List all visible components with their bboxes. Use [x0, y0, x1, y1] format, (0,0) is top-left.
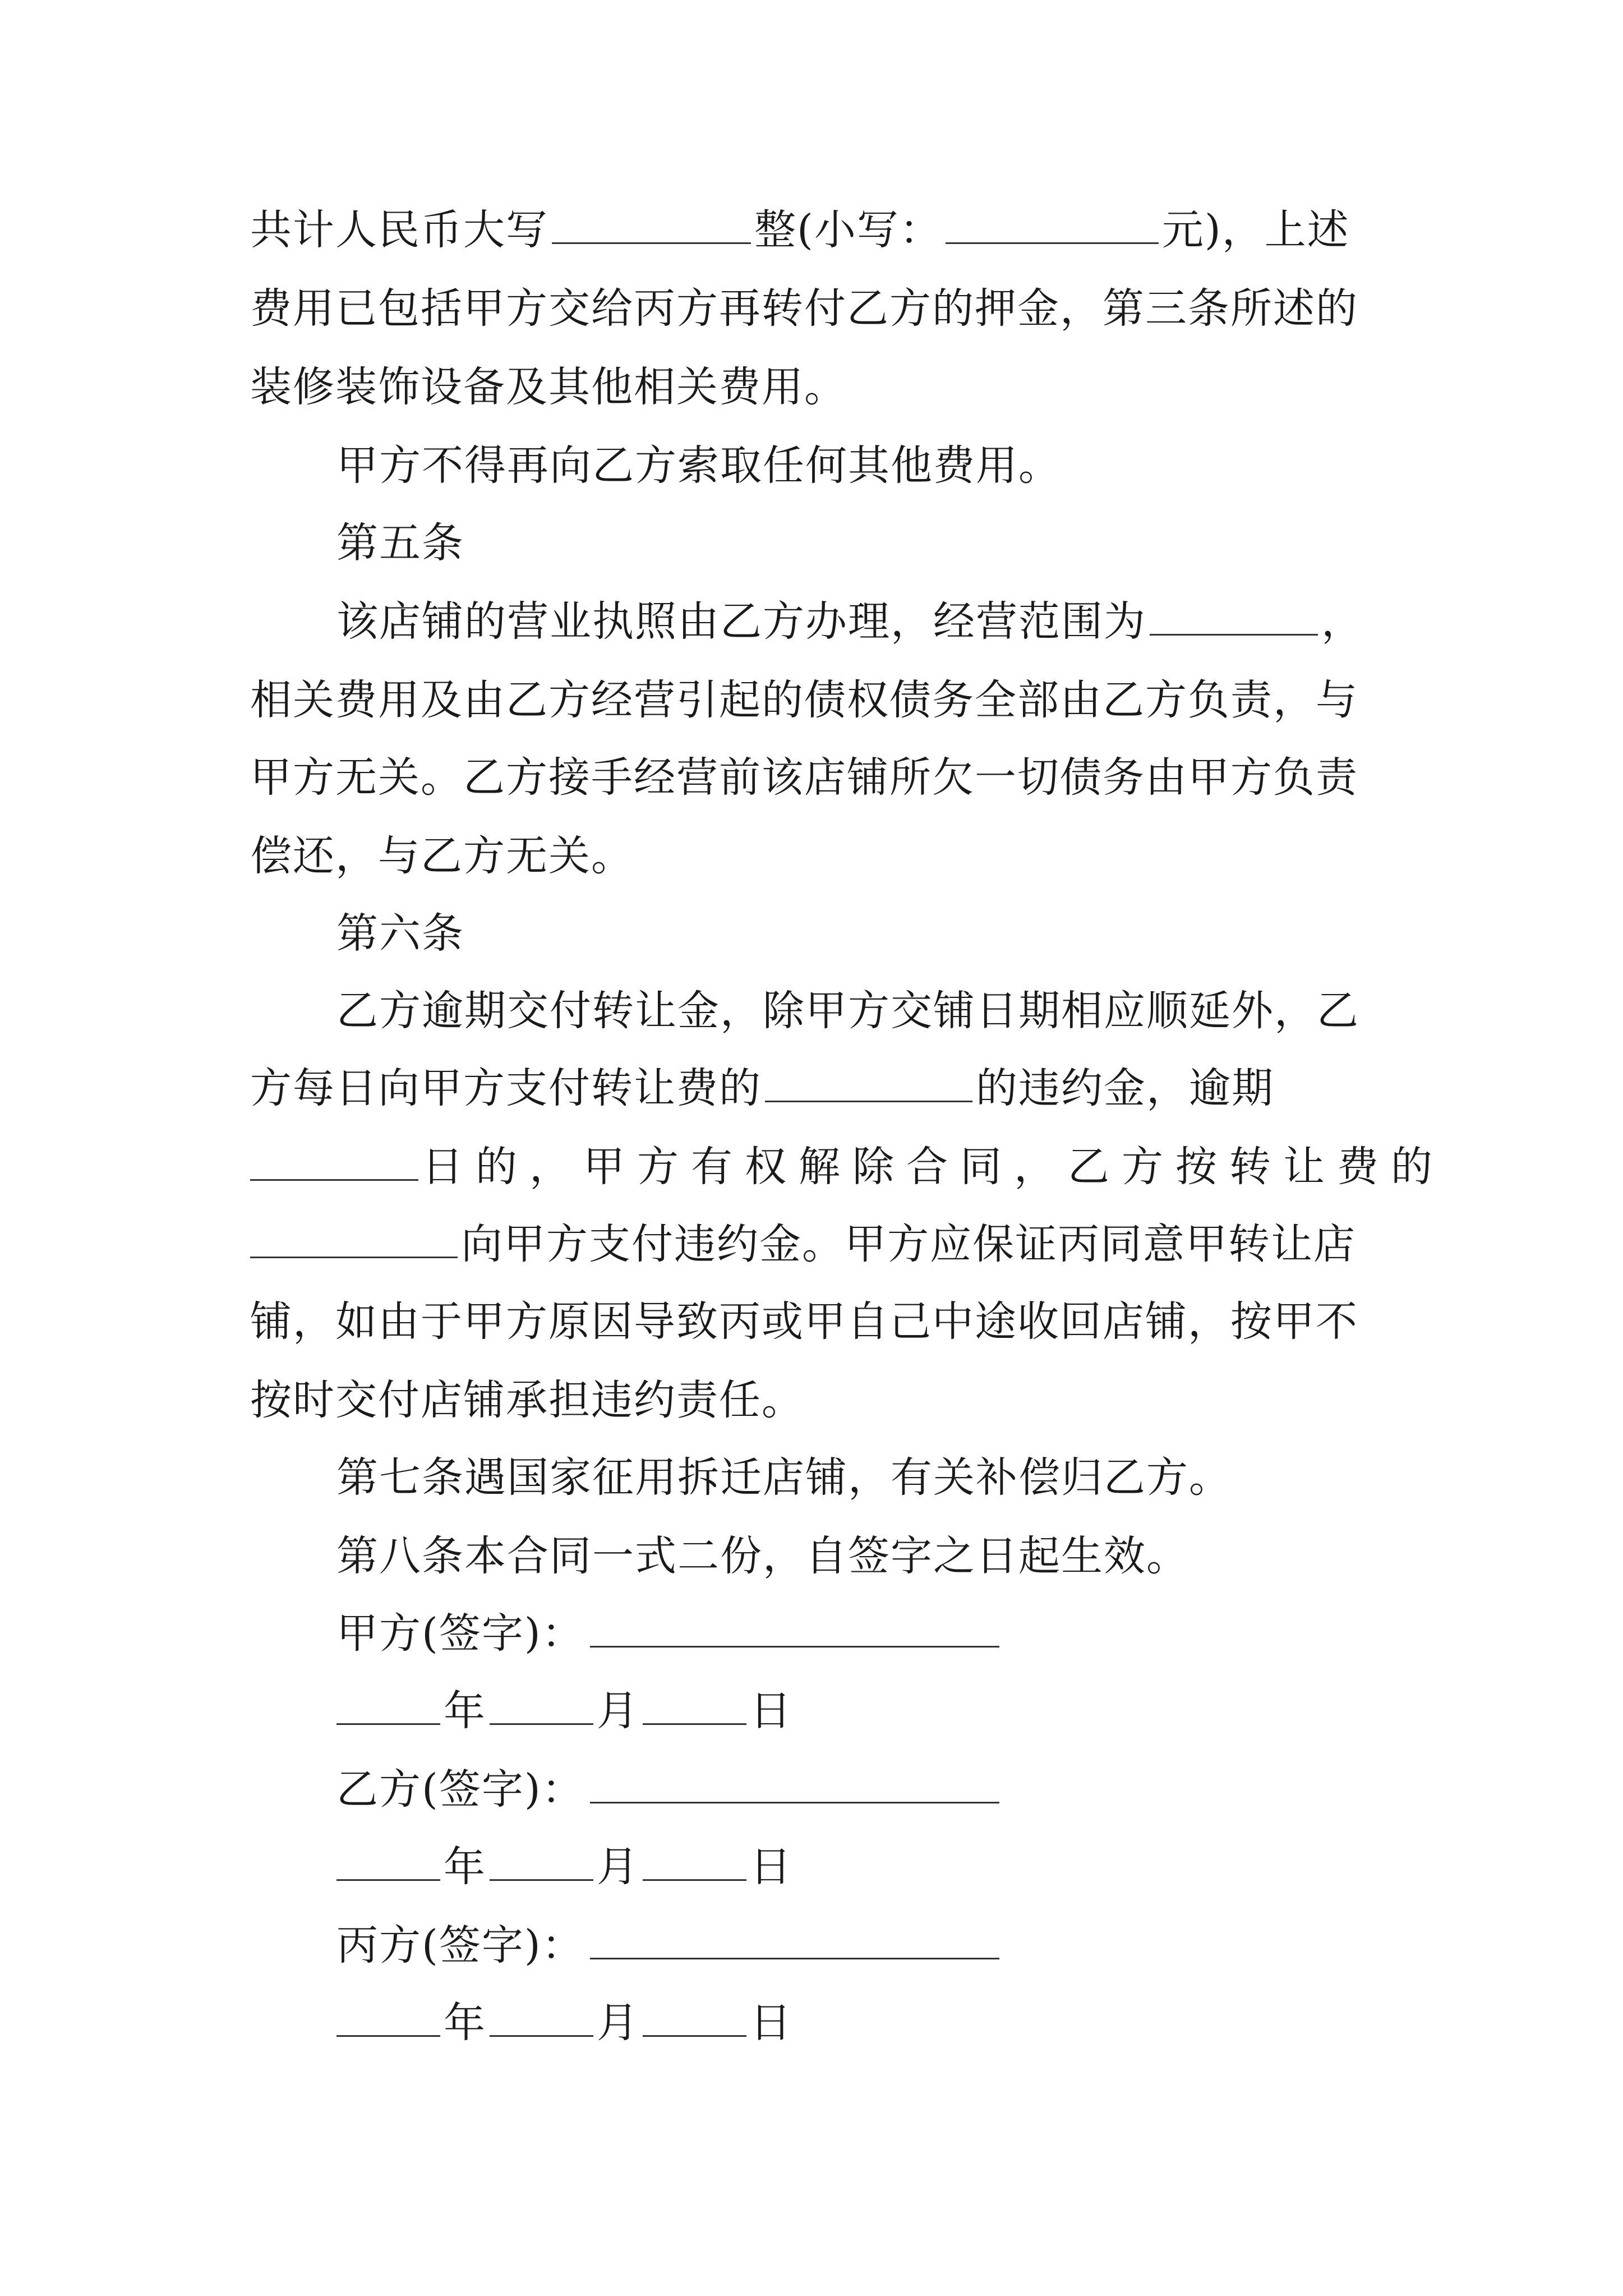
fill-blank [250, 1217, 458, 1258]
text: 整(小写： [754, 206, 942, 254]
day-blank [643, 1840, 746, 1881]
text-line: 偿还，与乙方无关。 [250, 832, 634, 880]
text-line [250, 1060, 1274, 1116]
signature-line [336, 1917, 999, 1973]
year-blank [336, 1840, 440, 1881]
fill-blank [946, 203, 1159, 244]
text-line: 甲方无关。乙方接手经营前该店铺所欠一切债务由甲方负责 [250, 753, 1358, 802]
year-label: 年 [444, 1999, 486, 2047]
section-heading: 第六条 [336, 909, 464, 958]
fill-blank [250, 1140, 418, 1181]
text-line: 乙方逾期交付转让金，除甲方交铺日期相应顺延外，乙 [336, 987, 1359, 1035]
text-line [250, 1139, 1445, 1195]
month-label: 月 [597, 1843, 639, 1891]
year-blank [336, 1996, 440, 2037]
text: 共计人民币大写 [250, 206, 548, 254]
text-line: 相关费用及由乙方经营引起的债权债务全部由乙方负责，与 [250, 676, 1358, 724]
year-label: 年 [444, 1687, 486, 1735]
month-blank [490, 1684, 593, 1725]
text-line: 第七条遇国家征用拆迁店铺，有关补偿归乙方。 [336, 1453, 1232, 1502]
signature-label: 丙方(签字)： [336, 1921, 584, 1970]
text-line [250, 1216, 1356, 1272]
day-label: 日 [750, 1843, 792, 1891]
signature-line [336, 1605, 999, 1662]
text: ， [1321, 597, 1364, 646]
text-line: 装修装饰设备及其他相关费用。 [250, 363, 847, 411]
text: 元)，上述 [1161, 206, 1350, 254]
fill-blank [552, 203, 751, 244]
day-label: 日 [750, 1999, 792, 2047]
month-blank [490, 1840, 593, 1881]
signature-label: 乙方(签字)： [336, 1765, 584, 1814]
signature-blank [590, 1918, 999, 1959]
text-line: 甲方不得再向乙方索取任何其他费用。 [336, 441, 1061, 490]
month-label: 月 [597, 1999, 639, 2047]
text: 日的，甲方有权解除合同，乙方按转让费的 [422, 1143, 1445, 1191]
text: 的违约金，逾期 [976, 1064, 1274, 1112]
year-label: 年 [444, 1843, 486, 1891]
signature-label: 甲方(签字)： [336, 1609, 584, 1658]
month-blank [490, 1996, 593, 2037]
text-line [250, 202, 1350, 258]
section-heading: 第五条 [336, 519, 464, 567]
fill-blank [765, 1061, 972, 1102]
text-line [336, 593, 1364, 650]
year-blank [336, 1684, 440, 1725]
day-label: 日 [750, 1687, 792, 1735]
text-line: 按时交付店铺承担违约责任。 [250, 1376, 804, 1424]
day-blank [643, 1684, 746, 1725]
text: 该店铺的营业执照由乙方办理，经营范围为 [336, 597, 1146, 646]
day-blank [643, 1996, 746, 2037]
date-line [336, 1839, 792, 1895]
signature-blank [590, 1607, 999, 1648]
date-line [336, 1683, 792, 1739]
date-line [336, 1995, 792, 2051]
signature-line [336, 1761, 999, 1818]
text-line: 铺，如由于甲方原因导致丙或甲自己中途收回店铺，按甲不 [250, 1297, 1358, 1346]
text-line: 费用已包括甲方交给丙方再转付乙方的押金，第三条所述的 [250, 284, 1358, 333]
text: 向甲方支付违约金。甲方应保证丙同意甲转让店 [461, 1220, 1356, 1268]
signature-blank [590, 1763, 999, 1803]
fill-blank [1150, 595, 1318, 636]
text: 方每日向甲方支付转让费的 [250, 1064, 762, 1112]
month-label: 月 [597, 1687, 639, 1735]
text-line: 第八条本合同一式二份，自签字之日起生效。 [336, 1532, 1189, 1580]
